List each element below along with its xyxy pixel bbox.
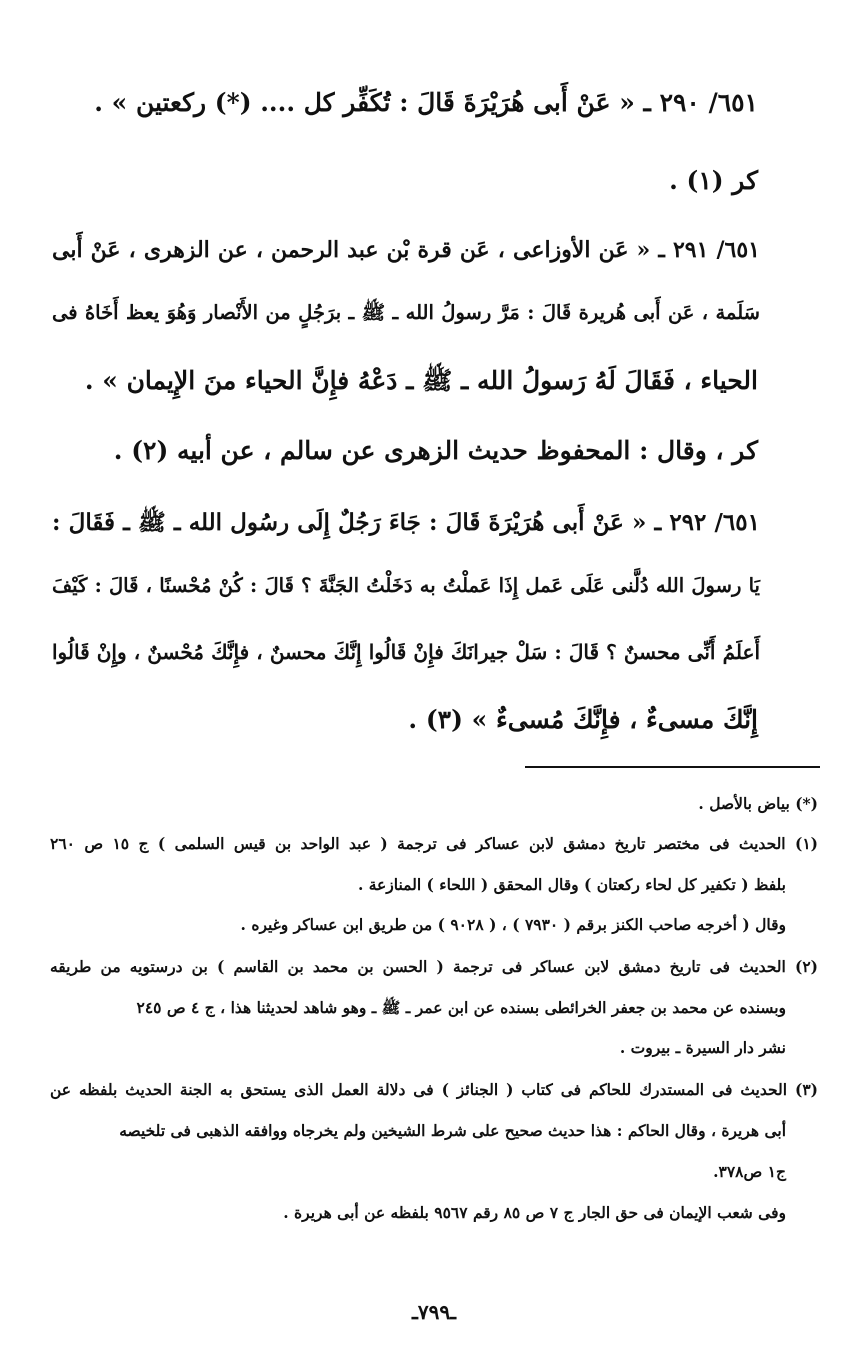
footnote-2-line-2: وبسنده عن محمد بن جعفر الخرائطى بسنده عن ابن عمر ـ ﷺ ـ وهو شاهد لحديثنا هذا ، ج ٤ ص ٢٤٥ bbox=[136, 998, 786, 1017]
hadith-292-line-3: أَعلَمُ أَنِّى محسنٌ ؟ قَالَ : سَلْ جيرانَكَ فإِنْ قَالُوا إِنَّكَ محسنٌ ، فإِنَّكَ مُحْسنٌ ، وإِنْ قَالُوا bbox=[52, 640, 760, 664]
hadith-292-line-4: إِنَّكَ مسىءٌ ، فإِنَّكَ مُسىءٌ » (٣) . bbox=[408, 705, 758, 734]
footnote-1-line-2: بلفظ ( تكفير كل لحاء ركعتان ) وقال المحقق ( اللحاء ) المنازعة . bbox=[357, 875, 786, 894]
hadith-290-text: ٦٥١/ ٢٩٠ ـ « عَنْ أَبى هُرَيْرَةَ قَالَ : تُكَفِّر كل .... (*) ركعتين » . bbox=[94, 88, 758, 117]
footnote-divider bbox=[525, 766, 820, 768]
hadith-292-line-1: ٦٥١/ ٢٩٢ ـ « عَنْ أَبى هُرَيْرَةَ قَالَ : جَاءَ رَجُلٌ إِلَى رسُول الله ـ ﷺ ـ فَقَالَ : bbox=[52, 509, 760, 536]
footnote-star: (*) بياض بالأصل . bbox=[698, 794, 818, 813]
footnote-2-line-3: نشر دار السيرة ـ بيروت . bbox=[619, 1038, 786, 1057]
footnote-3-line-1: (٣) الحديث فى المستدرك للحاكم فى كتاب ( الجنائز ) فى دلالة العمل الذى يستحق به الجنة الحديث بلفظه عن bbox=[50, 1080, 818, 1099]
hadith-291-source: كر ، وقال : المحفوظ حديث الزهرى عن سالم ، عن أبيه (٢) . bbox=[113, 436, 758, 465]
hadith-292-line-2: يَا رسولَ الله دُلَّنى عَلَى عَمل إِذَا عَملْتُ به دَخَلْتُ الجَنَّةَ ؟ قَالَ : كُنْ مُحْسنًا ، قَالَ : كَيْفَ bbox=[52, 574, 760, 597]
hadith-290-source: كر (١) . bbox=[669, 166, 758, 195]
hadith-291-line-1: ٦٥١/ ٢٩١ ـ « عَن الأوزاعى ، عَن قرة بْن عبد الرحمن ، عن الزهرى ، عَنْ أَبى bbox=[52, 237, 760, 263]
footnote-3-line-3: ج١ ص٣٧٨. bbox=[713, 1162, 786, 1181]
footnote-3-line-4: وفى شعب الإيمان فى حق الجار ج ٧ ص ٨٥ رقم ٩٥٦٧ بلفظه عن أبى هريرة . bbox=[283, 1203, 786, 1222]
page-number: ـ٧٩٩ـ bbox=[412, 1300, 456, 1324]
footnote-3-line-2: أبى هريرة ، وقال الحاكم : هذا حديث صحيح على شرط الشيخين ولم يخرجاه ووافقه الذهبى فى تلخيصه bbox=[119, 1121, 786, 1140]
footnote-2-line-1: (٢) الحديث فى تاريخ دمشق لابن عساكر فى ترجمة ( الحسن بن محمد بن القاسم ) بن درستويه من طريقه bbox=[50, 957, 818, 976]
hadith-291-line-2: سَلَمة ، عَن أَبى هُريرة قَالَ : مَرَّ رسولُ الله ـ ﷺ ـ برَجُلٍ من الأَنْصار وَهُوَ يعظ أَخَاهُ فى bbox=[52, 301, 760, 324]
hadith-291-line-3: الحياء ، فَقَالَ لَهُ رَسولُ الله ـ ﷺ ـ دَعْهُ فإِنَّ الحياء منَ الإِيمان » . bbox=[84, 366, 758, 395]
footnote-1-line-3: وقال ( أخرجه صاحب الكنز برقم ( ٧٩٣٠ ) ، ( ٩٠٢٨ ) من طريق ابن عساكر وغيره . bbox=[240, 915, 786, 934]
footnote-1-line-1: (١) الحديث فى مختصر تاريخ دمشق لابن عساكر فى ترجمة ( عبد الواحد بن قيس السلمى ) ج ١٥ ص ٢٦٠ bbox=[50, 834, 818, 853]
